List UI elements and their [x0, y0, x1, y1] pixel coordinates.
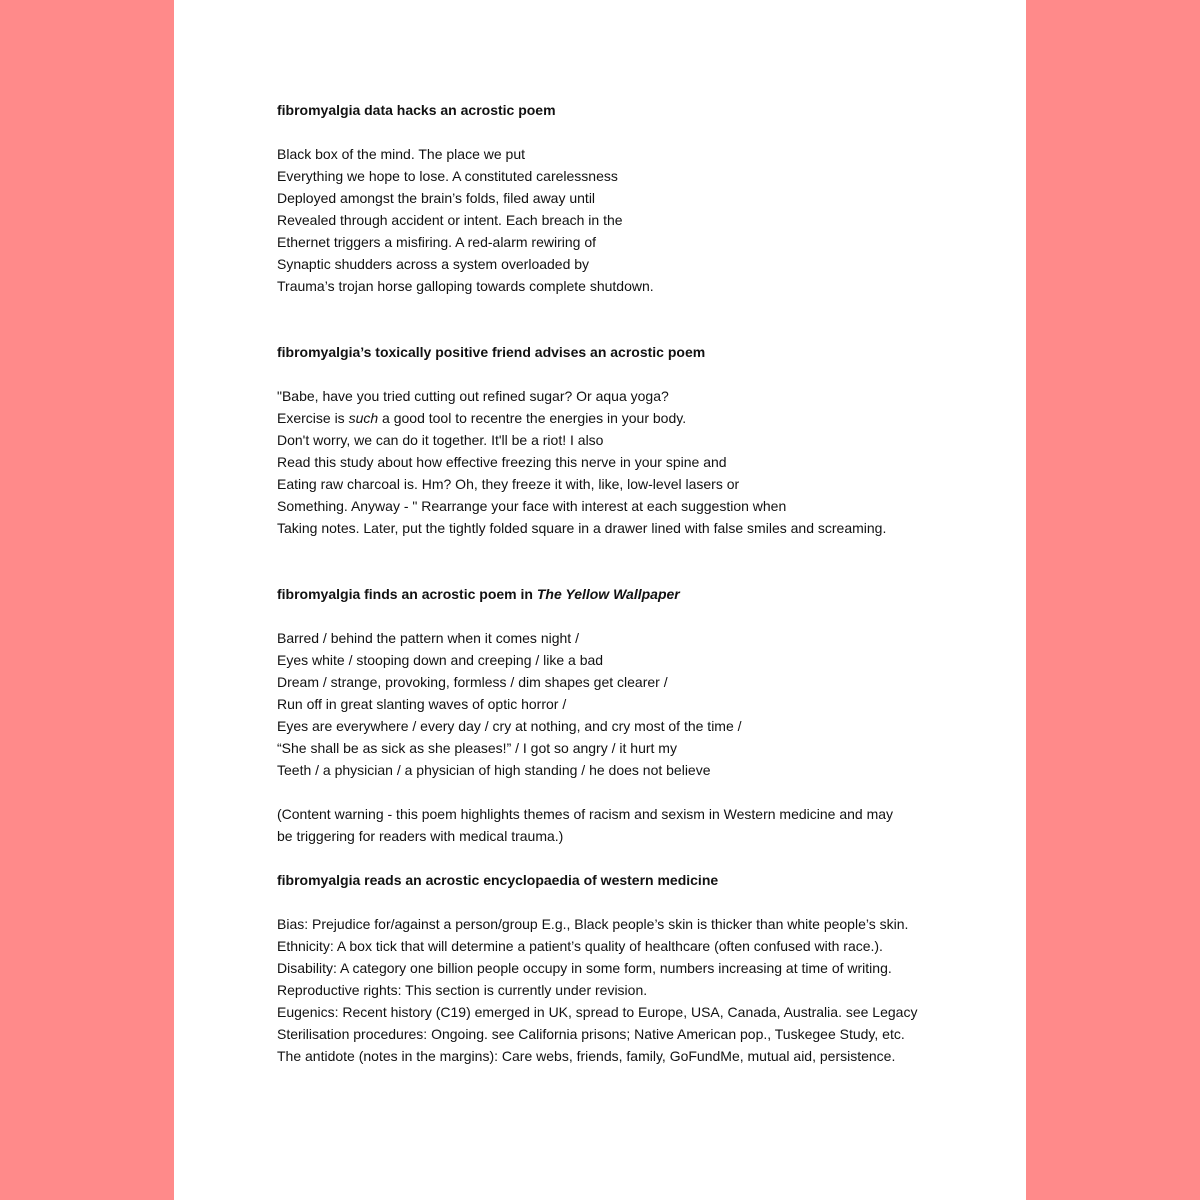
poem-line: Eating raw charcoal is. Hm? Oh, they freeze it with, like, low-level lasers or — [277, 476, 740, 492]
poem-line: Eyes are everywhere / every day / cry at nothing, and cry most of the time / — [277, 718, 742, 734]
poem-line: Read this study about how effective freezing this nerve in your spine and — [277, 454, 727, 470]
poem-line: Disability: A category one billion people occupy in some form, numbers increasing at time of writing. — [277, 960, 892, 976]
poem-line: Trauma’s trojan horse galloping towards complete shutdown. — [277, 278, 654, 294]
poem-title: fibromyalgia’s toxically positive friend advises an acrostic poem — [277, 344, 706, 360]
warning-line: (Content warning - this poem highlights themes of racism and sexism in Western medicine and may — [277, 806, 894, 822]
poem-line: Don't worry, we can do it together. It'll be a riot! I also — [277, 432, 604, 448]
poem-line: Deployed amongst the brain’s folds, filed away until — [277, 190, 596, 206]
poem-line: “She shall be as sick as she pleases!” / I got so angry / it hurt my — [277, 740, 677, 756]
poem-line-text: Exercise is — [277, 410, 349, 426]
poem-body — [277, 913, 997, 1067]
poem-line: Reproductive rights: This section is currently under revision. — [277, 982, 648, 998]
poem-line: Teeth / a physician / a physician of high standing / he does not believe — [277, 762, 711, 778]
poem-line-text: a good tool to recentre the energies in your body. — [378, 410, 687, 426]
poem-line: Run off in great slanting waves of optic horror / — [277, 696, 567, 712]
poem-line: Eugenics: Recent history (C19) emerged in UK, spread to Europe, USA, Canada, Australia. see Legacy — [277, 1004, 918, 1020]
poem-line: Barred / behind the pattern when it comes night / — [277, 630, 579, 646]
poem-line: Dream / strange, provoking, formless / dim shapes get clearer / — [277, 674, 668, 690]
poem-line: Everything we hope to lose. A constituted carelessness — [277, 168, 618, 184]
poem-line: "Babe, have you tried cutting out refined sugar? Or aqua yoga? — [277, 388, 669, 404]
poem-line: Ethnicity: A box tick that will determine a patient’s quality of healthcare (often confused with race.). — [277, 938, 883, 954]
content-warning — [277, 803, 997, 847]
poem-line: Synaptic shudders across a system overloaded by — [277, 256, 590, 272]
document-content — [277, 99, 997, 1067]
poem-title-italic: The Yellow Wallpaper — [536, 586, 680, 602]
poem-body — [277, 627, 997, 781]
poem-line: Black box of the mind. The place we put — [277, 146, 525, 162]
poem-line — [277, 407, 997, 429]
poem-body — [277, 143, 997, 297]
poem-title: fibromyalgia data hacks an acrostic poem — [277, 102, 556, 118]
warning-line: be triggering for readers with medical trauma.) — [277, 828, 564, 844]
poem-line-emphasis: such — [348, 410, 379, 426]
poem-line: Ethernet triggers a misfiring. A red-alarm rewiring of — [277, 234, 597, 250]
poem-line: Sterilisation procedures: Ongoing. see California prisons; Native American pop., Tuskegee Study, etc. — [277, 1026, 905, 1042]
document-page — [174, 0, 1026, 1200]
poem-body — [277, 385, 997, 539]
poem-line: Revealed through accident or intent. Each breach in the — [277, 212, 623, 228]
poem-line: Something. Anyway - " Rearrange your face with interest at each suggestion when — [277, 498, 787, 514]
poem-line: Eyes white / stooping down and creeping / like a bad — [277, 652, 604, 668]
poem-title-text: fibromyalgia finds an acrostic poem in — [277, 586, 537, 602]
poem-line: The antidote (notes in the margins): Care webs, friends, family, GoFundMe, mutual aid, persistence. — [277, 1048, 896, 1064]
poem-line: Taking notes. Later, put the tightly folded square in a drawer lined with false smiles and screaming. — [277, 520, 887, 536]
poem-title: fibromyalgia reads an acrostic encyclopaedia of western medicine — [277, 872, 719, 888]
poem-title — [277, 583, 997, 605]
poem-line: Bias: Prejudice for/against a person/group E.g., Black people’s skin is thicker than white people’s skin. — [277, 916, 909, 932]
